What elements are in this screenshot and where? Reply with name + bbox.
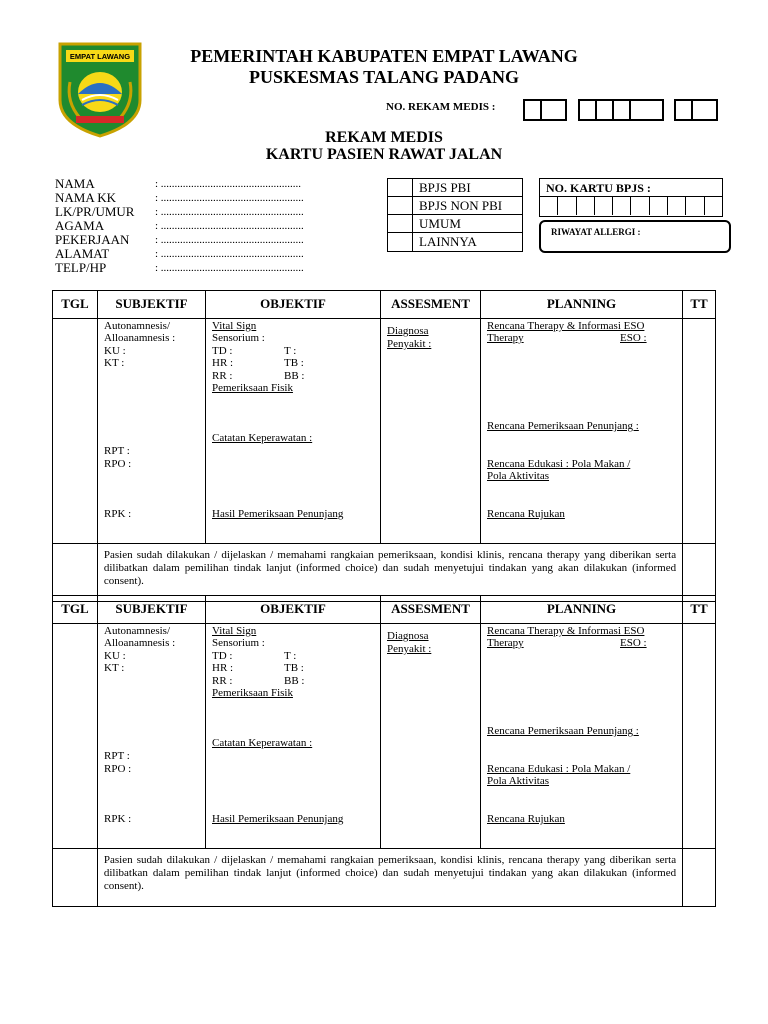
objektif-td: TD : (212, 345, 233, 357)
col-header-subjektif: SUBJEKTIF (98, 291, 206, 318)
objektif-hasil-penunjang: Hasil Pemeriksaan Penunjang (212, 813, 344, 825)
planning-eso: ESO : (620, 637, 647, 649)
identity-label: NAMA KK (55, 190, 117, 205)
category-label: BPJS NON PBI (419, 198, 503, 213)
planning-rujukan: Rencana Rujukan (487, 508, 565, 520)
col-header-subjektif: SUBJEKTIF (98, 596, 206, 623)
objektif-tb: TB : (284, 357, 304, 369)
planning-penunjang: Rencana Pemeriksaan Penunjang : (487, 420, 639, 432)
col-header-objektif: OBJEKTIF (206, 291, 381, 318)
col-header-assesment: ASSESMENT (381, 596, 481, 623)
consent-tt-cell[interactable] (683, 544, 715, 601)
bpjs-card-box (539, 178, 723, 217)
bpjs-card-number-field[interactable] (540, 197, 722, 215)
identity-label: ALAMAT (55, 246, 110, 261)
planning-cell[interactable] (481, 319, 683, 543)
col-header-planning: PLANNING (481, 596, 683, 623)
rekam-medis-box-1[interactable] (523, 99, 567, 121)
objektif-catatan-keperawatan: Catatan Keperawatan : (212, 737, 313, 749)
planning-therapy-eso: Rencana Therapy & Informasi ESO (487, 625, 645, 637)
identity-label: LK/PR/UMUR (55, 204, 135, 219)
doc-subtitle: KARTU PASIEN RAWAT JALAN (265, 146, 503, 163)
subjektif-rpo: RPO : (104, 458, 132, 470)
visit-record-table-1 (52, 290, 716, 602)
subjektif-ku: KU : (104, 650, 126, 662)
subjektif-rpk: RPK : (104, 508, 132, 520)
subjektif-cell[interactable] (98, 319, 206, 543)
category-checkbox[interactable] (388, 215, 413, 232)
category-checkbox[interactable] (388, 197, 413, 214)
planning-penunjang: Rencana Pemeriksaan Penunjang : (487, 725, 639, 737)
subjektif-kt: KT : (104, 662, 125, 674)
assesment-penyakit: Penyakit : (387, 338, 432, 350)
planning-therapy: Therapy (487, 637, 524, 649)
objektif-pemeriksaan-fisik: Pemeriksaan Fisik (212, 382, 293, 394)
col-header-objektif: OBJEKTIF (206, 596, 381, 623)
puskesmas-title: PUSKESMAS TALANG PADANG (248, 67, 520, 87)
planning-therapy-eso: Rencana Therapy & Informasi ESO (487, 320, 645, 332)
objektif-rr: RR : (212, 370, 233, 382)
payment-category-list (387, 178, 523, 252)
objektif-sensorium: Sensorium : (212, 637, 265, 649)
col-header-tgl: TGL (53, 596, 98, 623)
planning-rujukan: Rencana Rujukan (487, 813, 565, 825)
empat-lawang-logo (58, 42, 142, 138)
objektif-t: T : (284, 650, 297, 662)
planning-edukasi: Rencana Edukasi : Pola Makan / (487, 458, 631, 470)
identity-label: TELP/HP (55, 260, 107, 275)
subjektif-kt: KT : (104, 357, 125, 369)
category-checkbox[interactable] (388, 179, 413, 196)
subjektif-rpt: RPT : (104, 750, 130, 762)
col-header-tt: TT (690, 296, 708, 311)
planning-cell[interactable] (481, 624, 683, 848)
subjektif-rpo: RPO : (104, 763, 132, 775)
logo-text: EMPAT LAWANG (69, 52, 131, 61)
objektif-sensorium: Sensorium : (212, 332, 265, 344)
objektif-bb: BB : (284, 675, 305, 687)
col-header-tgl: TGL (53, 291, 98, 318)
visit-record-table-2 (52, 595, 716, 907)
planning-pola-aktivitas: Pola Aktivitas (487, 470, 550, 482)
subjektif-alloanamnesis: Alloanamnesis : (104, 637, 176, 649)
planning-pola-aktivitas: Pola Aktivitas (487, 775, 550, 787)
objektif-tb: TB : (284, 662, 304, 674)
bpjs-card-label: NO. KARTU BPJS : (540, 179, 722, 197)
tgl-cell[interactable] (53, 319, 98, 543)
objektif-td: TD : (212, 650, 233, 662)
rekam-medis-box-3[interactable] (674, 99, 718, 121)
rekam-medis-label: NO. REKAM MEDIS : (386, 101, 496, 113)
category-label: LAINNYA (419, 234, 477, 249)
planning-eso: ESO : (620, 332, 647, 344)
col-header-tt: TT (690, 601, 708, 616)
objektif-cell[interactable] (206, 319, 381, 543)
informed-consent-text: Pasien sudah dilakukan / dijelaskan / memahami rangkaian pemeriksaan, kondisi klinis, rencana therapy yang diberikan serta dilibatkan dalam pemilihan tindak lanjut (informed choice) dan sudah menyetujui tindakan yang akan dilakukan (informed consent). (98, 544, 683, 601)
doc-title: REKAM MEDIS (325, 129, 443, 146)
objektif-vital-sign: Vital Sign (212, 625, 257, 637)
allergy-history-box[interactable] (539, 220, 731, 253)
identity-label: NAMA (55, 176, 95, 191)
allergy-label: RIWAYAT ALLERGI : (551, 227, 641, 237)
col-header-assesment: ASSESMENT (381, 291, 481, 318)
planning-therapy: Therapy (487, 332, 524, 344)
identity-field[interactable]: : .................................................... (155, 262, 304, 274)
government-title: PEMERINTAH KABUPATEN EMPAT LAWANG (190, 46, 578, 66)
objektif-catatan-keperawatan: Catatan Keperawatan : (212, 432, 313, 444)
category-label: BPJS PBI (419, 180, 471, 195)
subjektif-autonamnesis: Autonamnesis/ (104, 625, 170, 637)
subjektif-ku: KU : (104, 345, 126, 357)
tt-cell[interactable] (683, 319, 715, 543)
objektif-hr: HR : (212, 662, 234, 674)
tt-cell[interactable] (683, 624, 715, 848)
category-label: UMUM (419, 216, 461, 231)
subjektif-cell[interactable] (98, 624, 206, 848)
objektif-pemeriksaan-fisik: Pemeriksaan Fisik (212, 687, 293, 699)
assesment-cell[interactable] (381, 319, 481, 543)
assesment-cell[interactable] (381, 624, 481, 848)
patient-identity (55, 177, 350, 275)
identity-label: PEKERJAAN (55, 232, 130, 247)
col-header-planning: PLANNING (481, 291, 683, 318)
assesment-diagnosa: Diagnosa (387, 630, 429, 642)
objektif-hasil-penunjang: Hasil Pemeriksaan Penunjang (212, 508, 344, 520)
assesment-penyakit: Penyakit : (387, 643, 432, 655)
tgl-cell[interactable] (53, 624, 98, 848)
objektif-vital-sign: Vital Sign (212, 320, 257, 332)
objektif-hr: HR : (212, 357, 234, 369)
identity-field[interactable]: : .................................................... (155, 220, 304, 232)
category-checkbox[interactable] (388, 233, 413, 251)
subjektif-rpt: RPT : (104, 445, 130, 457)
objektif-rr: RR : (212, 675, 233, 687)
subjektif-autonamnesis: Autonamnesis/ (104, 320, 170, 332)
assesment-diagnosa: Diagnosa (387, 325, 429, 337)
identity-label: AGAMA (55, 218, 105, 233)
objektif-t: T : (284, 345, 297, 357)
identity-field[interactable]: : ................................................... (155, 178, 302, 190)
objektif-bb: BB : (284, 370, 305, 382)
planning-edukasi: Rencana Edukasi : Pola Makan / (487, 763, 631, 775)
informed-consent-text: Pasien sudah dilakukan / dijelaskan / memahami rangkaian pemeriksaan, kondisi klinis, rencana therapy yang diberikan serta dilibatkan dalam pemilihan tindak lanjut (informed choice) dan sudah menyetujui tindakan yang akan dilakukan (informed consent). (98, 849, 683, 906)
identity-field[interactable]: : .................................................... (155, 206, 304, 218)
objektif-cell[interactable] (206, 624, 381, 848)
identity-field[interactable]: : .................................................... (155, 248, 304, 260)
consent-tgl-cell (53, 849, 98, 906)
consent-tgl-cell (53, 544, 98, 601)
identity-field[interactable]: : .................................................... (155, 192, 304, 204)
consent-tt-cell[interactable] (683, 849, 715, 906)
identity-field[interactable]: : .................................................... (155, 234, 304, 246)
rekam-medis-box-2[interactable] (578, 99, 664, 121)
subjektif-rpk: RPK : (104, 813, 132, 825)
subjektif-alloanamnesis: Alloanamnesis : (104, 332, 176, 344)
